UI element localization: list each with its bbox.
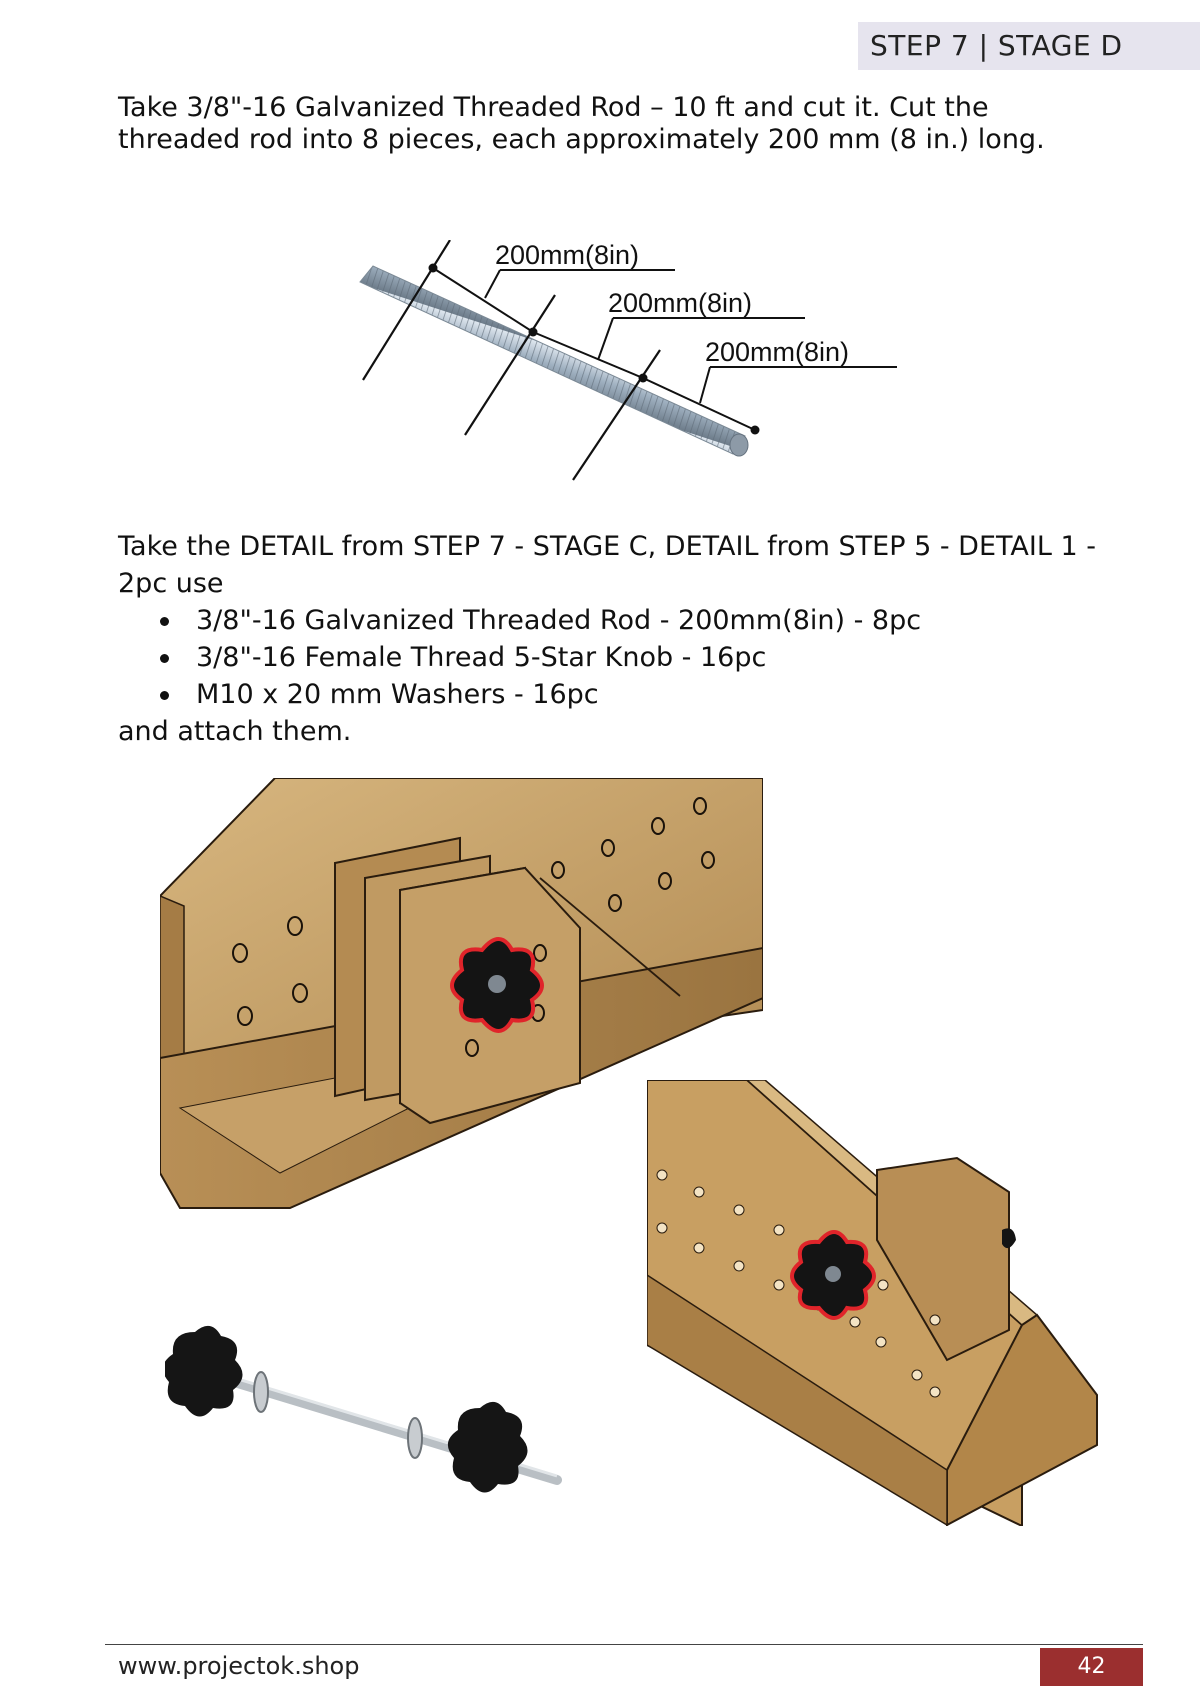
dimension-label-2: 200mm(8in) <box>608 288 753 318</box>
assembly-instructions <box>118 528 1118 750</box>
instructions-lead: Take the DETAIL from STEP 7 - STAGE C, DETAIL from STEP 5 - DETAIL 1 - 2pc use <box>118 531 1096 599</box>
assembly-render-rear <box>647 1080 1107 1526</box>
rod-knob-washer-exploded <box>165 1320 575 1530</box>
star-knob-icon <box>165 1326 243 1417</box>
dimension-label-3: 200mm(8in) <box>705 337 850 367</box>
footer-website-link[interactable]: www.projectok.shop <box>118 1652 360 1680</box>
page-number: 42 <box>1040 1648 1143 1686</box>
parts-list-item: M10 x 20 mm Washers - 16pc <box>118 676 1118 713</box>
dimension-label-1: 200mm(8in) <box>495 240 640 270</box>
star-knob-icon <box>792 1232 874 1318</box>
cut-lines <box>363 240 660 480</box>
footer-divider <box>105 1644 1143 1645</box>
parts-list <box>118 602 1118 713</box>
parts-list-item: 3/8"-16 Galvanized Threaded Rod - 200mm(8in) - 8pc <box>118 602 1118 639</box>
parts-list-item: 3/8"-16 Female Thread 5-Star Knob - 16pc <box>118 639 1118 676</box>
star-knob-icon <box>452 939 542 1031</box>
washer-icon <box>408 1418 422 1458</box>
star-knob-icon <box>448 1402 528 1493</box>
step-stage-label: STEP 7 | STAGE D <box>858 22 1200 70</box>
washer-icon <box>254 1372 268 1412</box>
instructions-closing: and attach them. <box>118 716 352 747</box>
intro-paragraph: Take 3/8"-16 Galvanized Threaded Rod – 10 ft and cut it. Cut the threaded rod into 8 pieces, each approximately 200 mm (8 in.) long. <box>118 92 1045 155</box>
threaded-rod-cut-figure <box>355 240 907 510</box>
